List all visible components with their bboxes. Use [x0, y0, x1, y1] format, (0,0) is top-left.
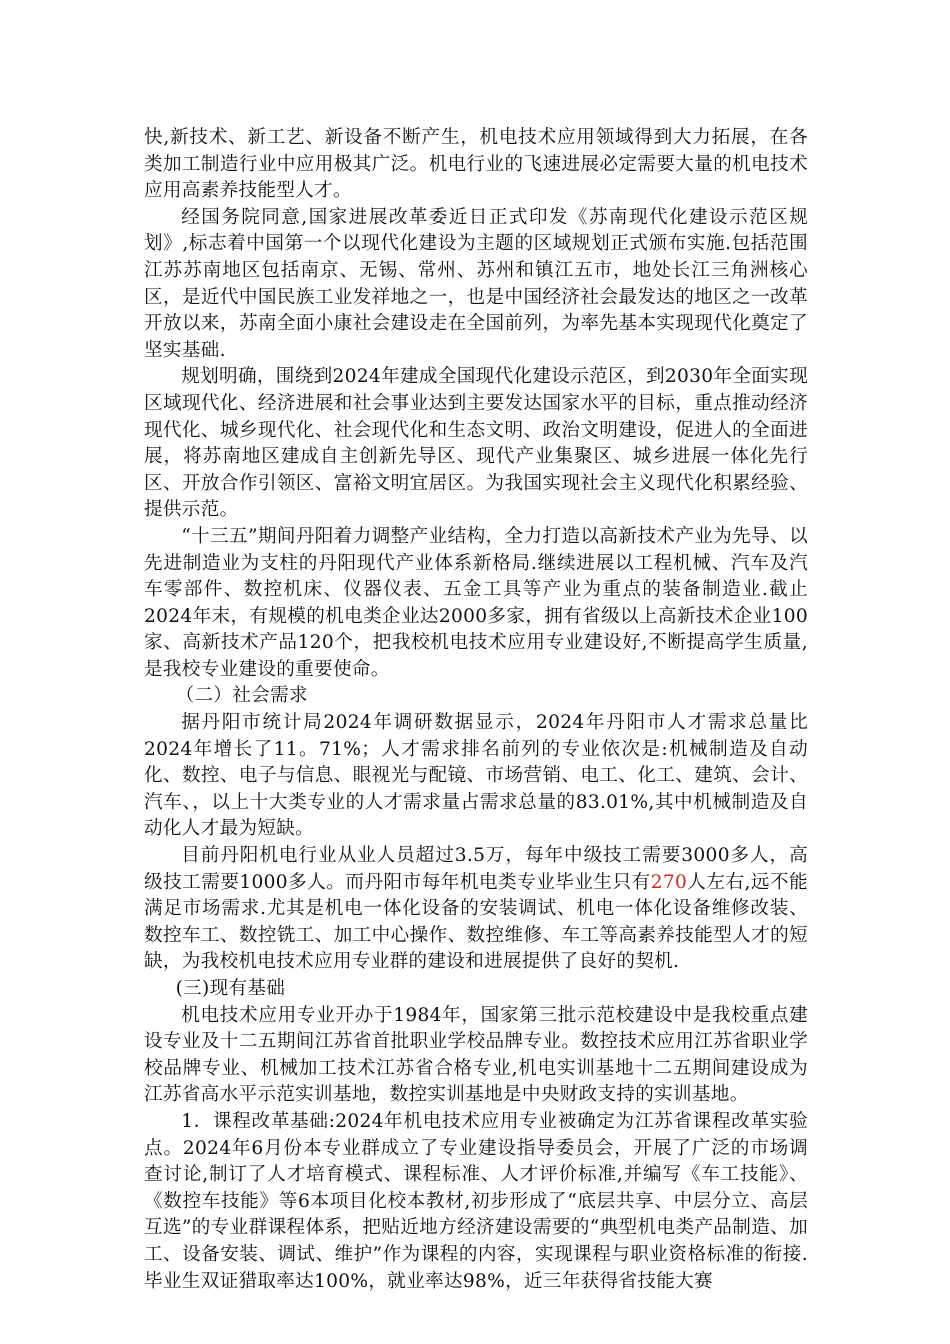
paragraph-talent-demand: 据丹阳市统计局2024年调研数据显示，2024年丹阳市人才需求总量比2024年增长了11。71%；人才需求排名前列的专业依次是:机械制造及自动化、数控、电子与信息、眼视光与配镜、市场营销、电工、化工、建筑、会计、汽车、，以上十大类专业的人才需求量占需求总量的83.01%,其中机械制造及自动化人才最为短缺。 [144, 712, 808, 840]
graduate-count-highlight: 270 [650, 871, 688, 893]
paragraph-danyang-industry: “十三五”期间丹阳着力调整产业结构，全力打造以高新技术产业为先导、以先进制造业为支柱的丹阳现代产业体系新格局.继续进展以工程机械、汽车及汽车零部件、数控机床、仪器仪表、五金工具等产业为重点的装备制造业.截止2024年末，有规模的机电类企业达2000多家，拥有省级以上高新技术企业100家、高新技术产品120个，把我校机电技术应用专业建设好,不断提高学生质量,是我校专业建设的重要使命。 [144, 525, 808, 680]
section-heading-social-demand: （二）社会需求 [175, 685, 308, 707]
workforce-text-a: 目前丹阳机电行业从业人员超过3.5万，每年中级技工需要3000多人，高级技工需要1000多人。而丹阳市每年机电类专业毕业生只有 [144, 845, 808, 893]
document-body [144, 125, 808, 1295]
paragraph-program-history: 机电技术应用专业开办于1984年，国家第三批示范校建设中是我校重点建设专业及十二五期间江苏省首批职业学校品牌专业。数控技术应用江苏省职业学校品牌专业、机械加工技术江苏省合格专业,机电实训基地十二五期间建设成为江苏省高水平示范实训基地，数控实训基地是中央财政支持的实训基地。 [144, 1004, 808, 1106]
paragraph-continuation: 快,新技术、新工艺、新设备不断产生，机电技术应用领域得到大力拓展，在各类加工制造行业中应用极其广泛。机电行业的飞速进展必定需要大量的机电技术应用高素养技能型人才。 [144, 127, 808, 202]
paragraph-curriculum-reform: 1．课程改革基础:2024年机电技术应用专业被确定为江苏省课程改革实验点。2024年6月份本专业群成立了专业建设指导委员会，开展了广泛的市场调查讨论,制订了人才培育模式、课程标准、人才评价标准,并编写《车工技能》、《数控车技能》等6本项目化校本教材,初步形成了“底层共享、中层分立、高层互选”的专业群课程体系，把贴近地方经济建设需要的“典型机电类产品制造、加工、设备安装、调试、维护”作为课程的内容，实现课程与职业资格标准的衔接.毕业生双证猎取率达100%，就业率达98%，近三年获得省技能大赛 [144, 1110, 808, 1292]
paragraph-plan-goals: 规划明确，围绕到2024年建成全国现代化建设示范区，到2030年全面实现区域现代化、经济进展和社会事业达到主要发达国家水平的目标，重点推动经济现代化、城乡现代化、社会现代化和生态文明、政治文明建设，促进人的全面进展，将苏南地区建成自主创新先导区、现代产业集聚区、城乡进展一体化先行区、开放合作引领区、富裕文明宜居区。为我国实现社会主义现代化积累经验、提供示范。 [144, 366, 808, 521]
workforce-text-b: 人左右,远不能满足市场需求.尤其是机电一体化设备的安装调试、机电一体化设备维修改装、数控车工、数控铣工、加工中心操作、数控维修、车工等高素养技能型人才的短缺，为我校机电技术应用专业群的建设和进展提供了良好的契机. [144, 871, 808, 973]
paragraph-workforce [144, 843, 808, 976]
paragraph-sunan-plan: 经国务院同意,国家进展改革委近日正式印发《苏南现代化建设示范区规划》,标志着中国第一个以现代化建设为主题的区域规划正式颁布实施.包括范围江苏苏南地区包括南京、无锡、常州、苏州和镇江五市，地处长江三角洲核心区，是近代中国民族工业发祥地之一，也是中国经济社会最发达的地区之一改革开放以来，苏南全面小康社会建设走在全国前列，为率先基本实现现代化奠定了坚实基础. [144, 206, 808, 361]
section-heading-existing-basis: (三)现有基础 [175, 978, 286, 999]
